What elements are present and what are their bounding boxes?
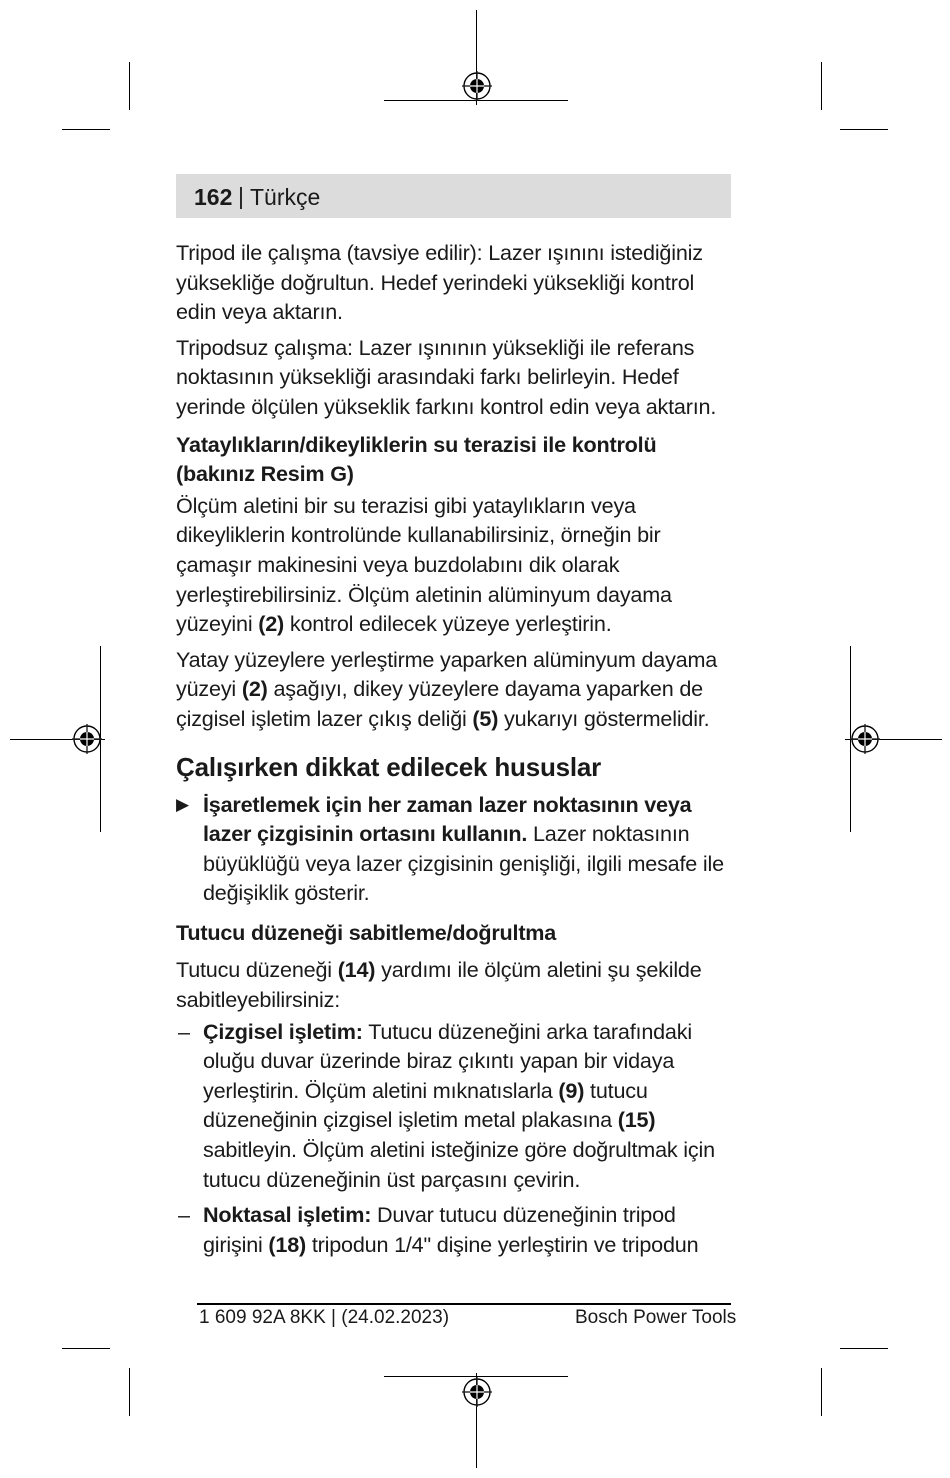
text-span: tutucu düzeneğinin çizgisel işletim metal plakasına: [203, 1077, 648, 1133]
dash-marker: –: [178, 1018, 190, 1044]
footer-doc-code: 1 609 92A 8KK | (24.02.2023): [199, 1307, 450, 1328]
paragraph-level-usage: [176, 491, 736, 639]
text-span: yardımı ile ölçüm aletini şu şekilde sabitleyebilirsiniz:: [176, 957, 702, 1013]
reference-number: (5): [472, 705, 499, 731]
header-language: Türkçe: [250, 184, 321, 210]
bullet-triangle-icon: ▶: [176, 794, 189, 814]
registration-mark-left-icon: [72, 724, 102, 754]
dash-bold-label: Çizgisel işletim:: [203, 1018, 363, 1044]
text-span: Duvar tutucu düzeneğinin tripod girişini: [203, 1202, 676, 1257]
registration-mark-right-icon: [850, 724, 880, 754]
reference-number: (9): [558, 1077, 585, 1103]
heading-working-notes: Çalışırken dikkat edilecek hususlar: [176, 751, 602, 782]
reference-number: (2): [241, 676, 268, 702]
text-span: Tutucu düzeneğini arka tarafındaki oluğu duvar üzerinde biraz çıkıntı yapan bir vidaya yerleştirin. Ölçüm aletini mıknatıslarla: [203, 1018, 692, 1103]
dash-marker: –: [178, 1202, 190, 1228]
bullet-item-marking: [176, 790, 736, 908]
header-separator: |: [238, 183, 244, 209]
bullet-text: Lazer noktasının büyüklüğü veya lazer çizgisinin genişliği, ilgili mesafe ile değişiklik gösterir.: [203, 821, 724, 906]
dash-item-point-mode: [176, 1200, 736, 1259]
registration-mark-top-icon: [462, 71, 492, 101]
dash-bold-label: Noktasal işletim:: [203, 1202, 372, 1228]
text-span: Tutucu düzeneği: [176, 957, 332, 983]
registration-mark-bottom-icon: [462, 1377, 492, 1407]
text-span: aşağıyı, dikey yüzeylere dayama yaparken de çizgisel işletim lazer çıkış deliği: [176, 676, 703, 731]
page-content: [176, 238, 736, 1265]
page-header: [176, 174, 731, 218]
text-span: Ölçüm aletini bir su terazisi gibi yataylıkların veya dikeyliklerin kontrolünde kullanabilirsiniz, örneğin bir çamaşır makinesini veya buzdolabını dik olarak yerleştirebilirsiniz. Ölçüm aletinin alüminyum dayama yüzeyini: [176, 492, 672, 637]
page-number: 162: [194, 184, 233, 210]
reference-number: (2): [258, 611, 285, 637]
text-span: yukarıyı göstermelidir.: [504, 705, 710, 731]
heading-level-check: Yataylıkların/dikeyliklerin su terazisi ile kontrolü (bakınız Resim G): [176, 431, 657, 487]
text-span: kontrol edilecek yüzeye yerleştirin.: [289, 611, 612, 637]
text-span: tripodun 1/4" dişine yerleştirin ve tripodun: [311, 1231, 699, 1257]
paragraph-without-tripod: Tripodsuz çalışma: Lazer ışınının yüksekliği ile referans noktasının yüksekliği arasındaki farkı belirleyin. Hedef yerinde ölçülen yükseklik farkını kontrol edin veya aktarın.: [176, 334, 717, 419]
text-span: Yatay yüzeylere yerleştirme yaparken alüminyum dayama yüzeyi: [176, 646, 718, 702]
text-span: sabitleyin. Ölçüm aletini isteğinize göre doğrultmak için tutucu düzeneğinin üst parçasını çevirin.: [203, 1137, 715, 1192]
paragraph-holder-intro: [176, 955, 736, 1014]
footer-brand: Bosch Power Tools: [575, 1307, 737, 1328]
paragraph-tripod-work: Tripod ile çalışma (tavsiye edilir): Lazer ışınını istediğiniz yüksekliğe doğrultun. Hedef yerindeki yüksekliği kontrol edin veya aktarın.: [176, 240, 703, 325]
reference-number: (14): [337, 957, 376, 983]
footer-rule: [197, 1303, 731, 1305]
reference-number: (18): [268, 1231, 307, 1257]
paragraph-surface-orientation: [176, 645, 736, 734]
bullet-bold-text: İşaretlemek için her zaman lazer noktasının veya lazer çizgisinin ortasını kullanın.: [203, 791, 692, 847]
reference-number: (15): [617, 1107, 656, 1133]
heading-holder-mounting: Tutucu düzeneği sabitleme/doğrultma: [176, 919, 557, 945]
dash-item-line-mode: [176, 1017, 736, 1195]
